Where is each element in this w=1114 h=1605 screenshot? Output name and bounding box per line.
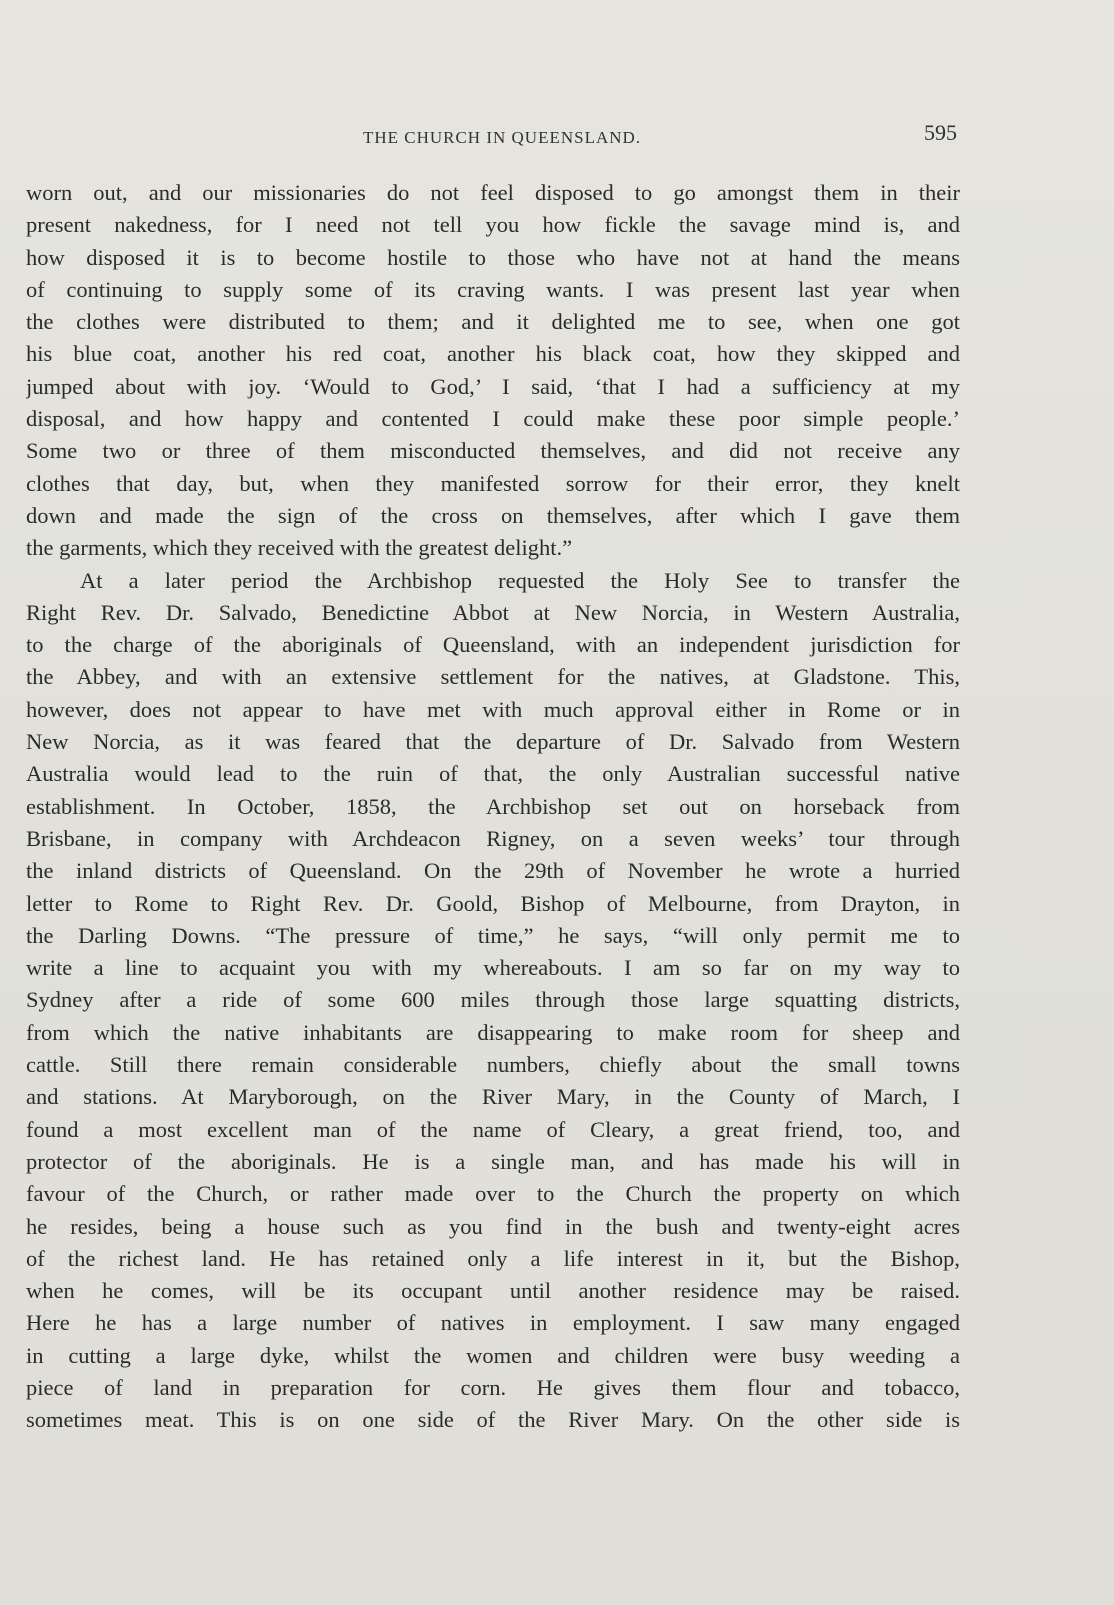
text-line: his blue coat, another his red coat, another his black coat, how they skipped and bbox=[26, 341, 960, 367]
text-line: Australia would lead to the ruin of that, the only Australian successful native bbox=[26, 761, 960, 787]
text-line: of the richest land. He has retained only a life interest in it, but the Bishop, bbox=[26, 1245, 960, 1271]
text-line: protector of the aboriginals. He is a single man, and has made his will in bbox=[26, 1148, 960, 1174]
text-line: Some two or three of them misconducted themselves, and did not receive any bbox=[26, 438, 960, 464]
text-line: jumped about with joy. ‘Would to God,’ I said, ‘that I had a sufficiency at my bbox=[26, 373, 960, 399]
text-line: Here he has a large number of natives in employment. I saw many engaged bbox=[26, 1310, 960, 1336]
text-line: worn out, and our missionaries do not feel disposed to go amongst them in their bbox=[26, 180, 960, 205]
text-line: establishment. In October, 1858, the Archbishop set out on horseback from bbox=[26, 793, 960, 819]
paragraph-start-line: At a later period the Archbishop requested the Holy See to transfer the bbox=[80, 567, 960, 593]
text-line: present nakedness, for I need not tell you how fickle the savage mind is, and bbox=[26, 212, 960, 238]
text-line: the Abbey, and with an extensive settlement for the natives, at Gladstone. This, bbox=[26, 664, 960, 690]
text-line: letter to Rome to Right Rev. Dr. Goold, Bishop of Melbourne, from Drayton, in bbox=[26, 890, 960, 916]
text-line: from which the native inhabitants are disappearing to make room for sheep and bbox=[26, 1019, 960, 1045]
text-line: the garments, which they received with the greatest delight.” bbox=[26, 535, 573, 561]
text-line: however, does not appear to have met with much approval either in Rome or in bbox=[26, 696, 960, 722]
text-line: in cutting a large dyke, whilst the women and children were busy weeding a bbox=[26, 1342, 960, 1368]
text-line: of continuing to supply some of its craving wants. I was present last year when bbox=[26, 276, 960, 302]
running-title: THE CHURCH IN QUEENSLAND. bbox=[362, 128, 642, 147]
text-line: favour of the Church, or rather made over to the Church the property on which bbox=[26, 1181, 960, 1207]
text-line: Brisbane, in company with Archdeacon Rigney, on a seven weeks’ tour through bbox=[26, 825, 960, 851]
text-line: down and made the sign of the cross on themselves, after which I gave them bbox=[26, 502, 960, 528]
text-line: found a most excellent man of the name of Cleary, a great friend, too, and bbox=[26, 1116, 960, 1142]
text-line: cattle. Still there remain considerable numbers, chiefly about the small towns bbox=[26, 1052, 960, 1078]
text-line: disposal, and how happy and contented I could make these poor simple people.’ bbox=[26, 406, 960, 432]
text-line: the clothes were distributed to them; and it delighted me to see, when one got bbox=[26, 309, 960, 335]
text-line: Right Rev. Dr. Salvado, Benedictine Abbot at New Norcia, in Western Australia, bbox=[26, 599, 960, 625]
text-line: the inland districts of Queensland. On the 29th of November he wrote a hurried bbox=[26, 858, 960, 884]
body-text bbox=[26, 177, 960, 1437]
text-line: and stations. At Maryborough, on the River Mary, in the County of March, I bbox=[26, 1084, 960, 1110]
text-line: the Darling Downs. “The pressure of time,” he says, “will only permit me to bbox=[26, 922, 960, 948]
text-line: write a line to acquaint you with my whereabouts. I am so far on my way to bbox=[26, 955, 960, 981]
text-line: he resides, being a house such as you find in the bush and twenty-eight acres bbox=[26, 1213, 960, 1239]
text-line: when he comes, will be its occupant until another residence may be raised. bbox=[26, 1278, 960, 1304]
text-line: to the charge of the aboriginals of Queensland, with an independent jurisdiction for bbox=[26, 632, 960, 658]
text-line: Sydney after a ride of some 600 miles through those large squatting districts, bbox=[26, 987, 960, 1013]
text-line: piece of land in preparation for corn. He gives them flour and tobacco, bbox=[26, 1374, 960, 1400]
text-line: clothes that day, but, when they manifested sorrow for their error, they knelt bbox=[26, 470, 960, 496]
text-line: how disposed it is to become hostile to those who have not at hand the means bbox=[26, 244, 960, 270]
page-number: 595 bbox=[924, 120, 957, 145]
text-line: sometimes meat. This is on one side of the River Mary. On the other side is bbox=[26, 1407, 960, 1433]
text-line: New Norcia, as it was feared that the departure of Dr. Salvado from Western bbox=[26, 729, 960, 755]
